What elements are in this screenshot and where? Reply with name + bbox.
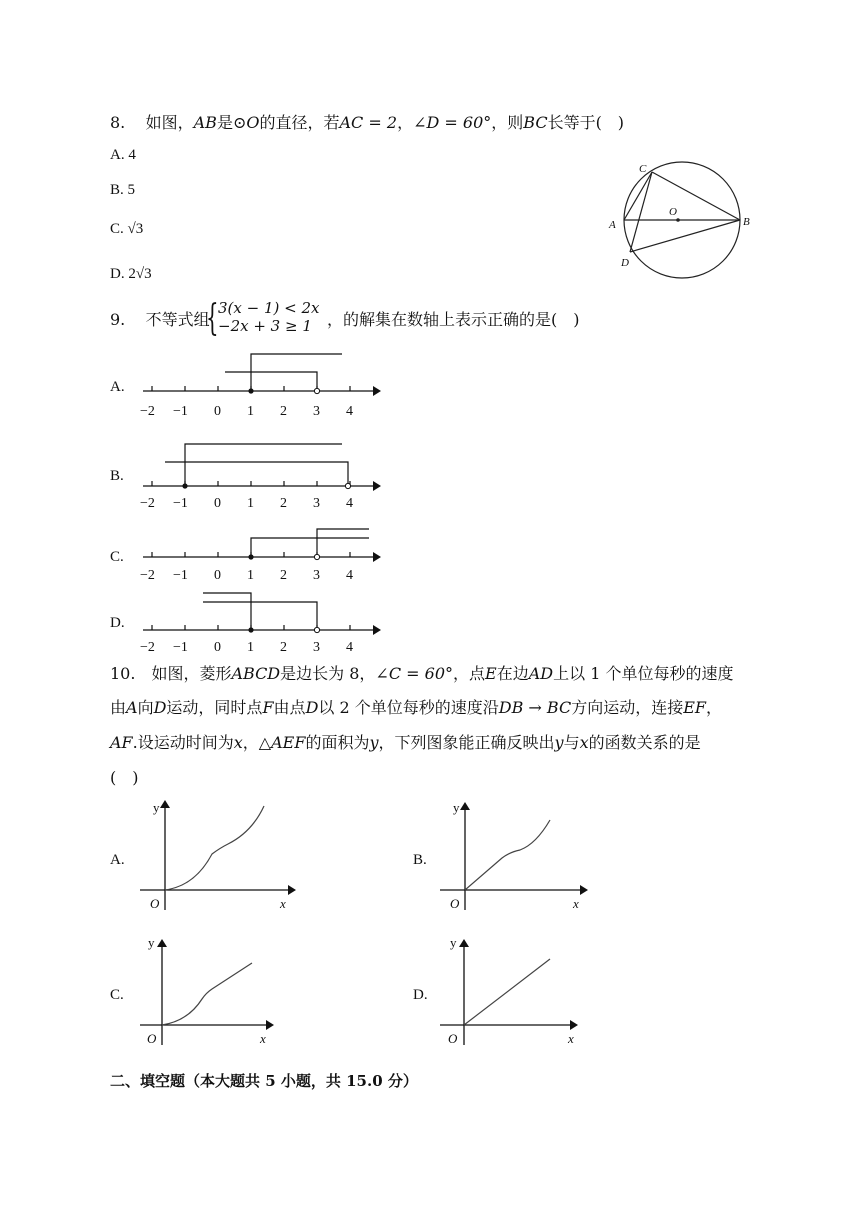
tick-label: 2 — [280, 496, 287, 511]
q10-math: AF — [110, 733, 133, 752]
q8-text-4: ， — [397, 113, 414, 132]
tick-label: 1 — [247, 640, 254, 655]
q10-text: 由 — [110, 698, 127, 717]
chord-cb — [652, 172, 740, 220]
q10-text: ，点 — [453, 664, 486, 683]
q10-math: A — [126, 698, 138, 717]
q10-text: ， — [706, 698, 723, 717]
q8-option-b[interactable]: B. 5 — [110, 182, 136, 198]
tick-label: −2 — [140, 404, 155, 419]
tick-label: −2 — [140, 640, 155, 655]
q8-option-c[interactable]: C. √3 — [110, 221, 144, 237]
q10-line-4: ( ) — [110, 768, 139, 787]
q9-stem-a — [110, 310, 210, 330]
q8-text-1: 如图， — [145, 113, 194, 132]
q10-text: .设运动时间为 — [132, 733, 234, 752]
q10-line-3 — [110, 733, 701, 753]
axis-y-label: y — [153, 800, 160, 815]
q10-math: x — [233, 733, 243, 752]
label-d: D — [621, 257, 629, 269]
q9-brace: { — [206, 298, 219, 339]
origin-label: O — [147, 1031, 157, 1046]
tick-label: 4 — [346, 496, 353, 511]
q10-text: 运动，同时点 — [166, 698, 263, 717]
tick-label: 1 — [247, 404, 254, 419]
tick-label: 0 — [214, 568, 221, 583]
tick-label: 1 — [247, 568, 254, 583]
q8-text-5: ，则 — [491, 113, 524, 132]
chord-db — [630, 220, 740, 252]
q9-numberline-a — [135, 348, 385, 428]
q10-graph-b — [440, 798, 600, 913]
q8-math-angle: ∠D = 60° — [413, 113, 492, 132]
tick-label: 0 — [214, 496, 221, 511]
q8-stem — [110, 113, 624, 133]
q10-text: 与 — [563, 733, 580, 752]
q8-text-3: 的直径，若 — [259, 113, 340, 132]
q10-math: AD — [528, 664, 554, 683]
q10-text: ，下列图象能正确反映出 — [378, 733, 555, 752]
tick-label: 2 — [280, 404, 287, 419]
q9-ineq-2: −2x + 3 ≥ 1 — [218, 317, 312, 335]
q9-option-d[interactable]: D. — [110, 615, 125, 631]
q10-math: ∠C = 60° — [375, 664, 454, 683]
q9-numberline-d — [135, 588, 385, 658]
axis-x-label: x — [573, 896, 579, 911]
q8-text-6: 长等于( ) — [547, 113, 625, 132]
q10-line-1 — [110, 664, 733, 684]
q10-graph-c — [140, 933, 300, 1048]
q8-circle-figure — [608, 158, 758, 283]
chord-cd — [630, 172, 652, 252]
q8-math-o: O — [246, 113, 260, 132]
q9-number: 9. — [110, 310, 126, 329]
q9-ineq-1: 3(x − 1) < 2x — [218, 299, 320, 317]
q9-option-c[interactable]: C. — [110, 549, 124, 565]
tick-label: −1 — [173, 496, 188, 511]
q10-math: D — [153, 698, 167, 717]
axis-y-label: y — [450, 935, 457, 950]
center-dot — [676, 218, 680, 222]
tick-label: −1 — [173, 568, 188, 583]
q10-text: 由点 — [273, 698, 306, 717]
q10-math: E — [485, 664, 497, 683]
q9-stem-b: ，的解集在数轴上表示正确的是( ) — [327, 310, 580, 329]
q10-math: EF — [683, 698, 707, 717]
tick-label: 4 — [346, 568, 353, 583]
q8-text-2: 是⊙ — [216, 113, 247, 132]
q10-graph-a — [140, 798, 300, 913]
q8-math-bc: BC — [523, 113, 548, 132]
tick-label: 4 — [346, 404, 353, 419]
tick-label: 3 — [313, 640, 320, 655]
q10-math: y — [554, 733, 564, 752]
origin-label: O — [150, 896, 160, 911]
q10-math: ABCD — [231, 664, 281, 683]
q10-text: 上以 1 个单位每秒的速度 — [553, 664, 734, 683]
tick-label: 0 — [214, 640, 221, 655]
axis-x-label: x — [280, 896, 286, 911]
q10-text: 是边长为 8， — [280, 664, 376, 683]
q10-text: 方向运动，连接 — [571, 698, 684, 717]
label-a: A — [609, 219, 616, 231]
q10-math: F — [262, 698, 274, 717]
q10-text: 的函数关系的是 — [588, 733, 701, 752]
tick-label: −1 — [173, 640, 188, 655]
axis-x-label: x — [568, 1031, 574, 1046]
tick-label: 0 — [214, 404, 221, 419]
axis-y-label: y — [148, 935, 155, 950]
label-o: O — [669, 206, 677, 218]
q10-math: DB → BC — [498, 698, 572, 717]
q10-text: 在边 — [496, 664, 529, 683]
q10-math: y — [369, 733, 379, 752]
q9-option-b[interactable]: B. — [110, 468, 124, 484]
tick-label: 4 — [346, 640, 353, 655]
q10-option-b[interactable]: B. — [413, 852, 427, 868]
tick-label: −2 — [140, 496, 155, 511]
q9-text-1: 不等式组 — [145, 310, 210, 329]
q10-text: 向 — [137, 698, 154, 717]
section-2-title: 二、填空题（本大题共 5 小题，共 15.0 分） — [110, 1072, 418, 1090]
q8-number: 8. — [110, 113, 126, 132]
q9-option-a[interactable]: A. — [110, 379, 125, 395]
tick-label: 1 — [247, 496, 254, 511]
q10-text: 10. 如图，菱形 — [110, 664, 232, 683]
tick-label: 3 — [313, 496, 320, 511]
tick-label: 3 — [313, 404, 320, 419]
q8-math-ac: AC = 2 — [339, 113, 398, 132]
tick-label: 3 — [313, 568, 320, 583]
q10-option-c[interactable]: C. — [110, 987, 124, 1003]
q10-option-a[interactable]: A. — [110, 852, 125, 868]
label-b: B — [743, 216, 750, 228]
q9-numberline-c — [135, 524, 385, 594]
q8-option-a[interactable]: A. 4 — [110, 147, 136, 163]
origin-label: O — [448, 1031, 458, 1046]
q10-text: ，△ — [242, 733, 272, 752]
axis-y-label: y — [453, 800, 460, 815]
tick-label: −2 — [140, 568, 155, 583]
q10-graph-d — [440, 933, 600, 1048]
q10-math: x — [579, 733, 589, 752]
axis-x-label: x — [260, 1031, 266, 1046]
origin-label: O — [450, 896, 460, 911]
tick-label: 2 — [280, 640, 287, 655]
q10-math: AEF — [271, 733, 306, 752]
q10-text: 以 2 个单位每秒的速度沿 — [318, 698, 499, 717]
q8-option-d[interactable]: D. 2√3 — [110, 266, 152, 282]
q10-math: D — [305, 698, 319, 717]
chord-ac — [624, 172, 652, 220]
q10-line-2 — [110, 698, 722, 718]
q10-option-d[interactable]: D. — [413, 987, 428, 1003]
label-c: C — [639, 163, 647, 175]
tick-label: 2 — [280, 568, 287, 583]
q8-math-ab: AB — [193, 113, 217, 132]
tick-label: −1 — [173, 404, 188, 419]
q10-text: 的面积为 — [305, 733, 370, 752]
q9-numberline-b — [135, 438, 385, 518]
